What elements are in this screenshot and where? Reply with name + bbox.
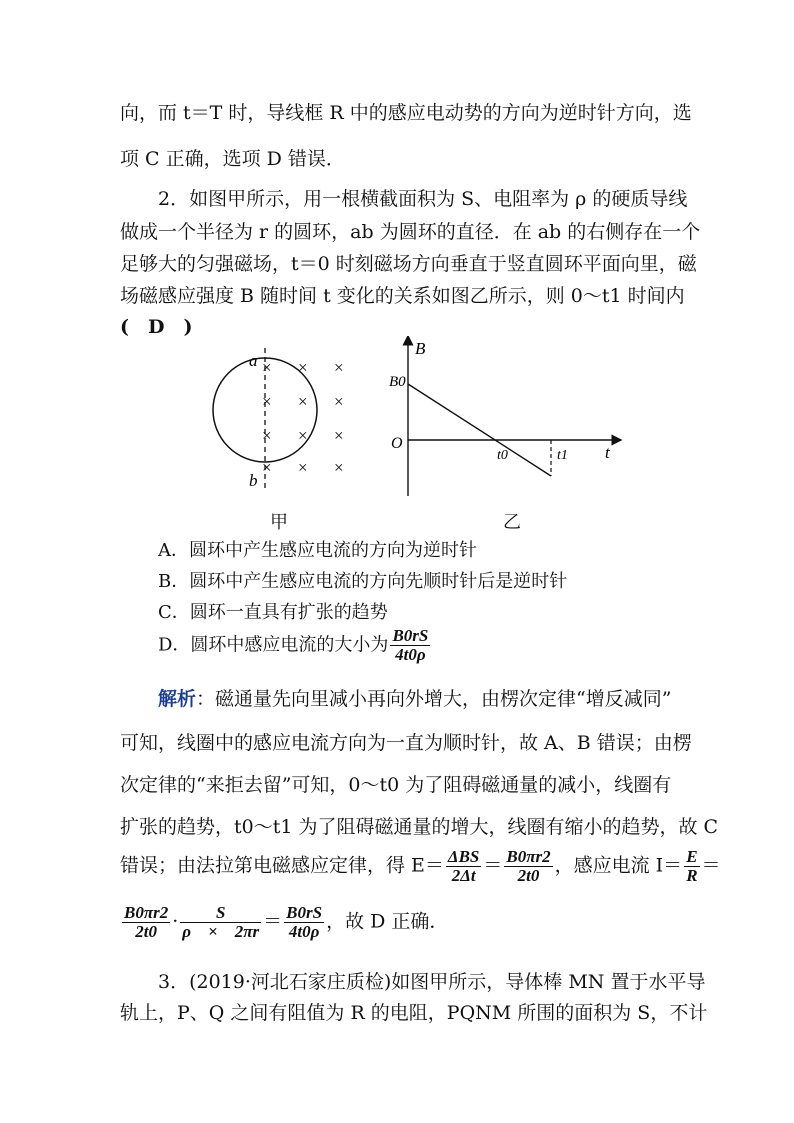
analysis-line-3: 次定律的“来拒去留”可知，0～t0 为了阻碍磁通量的减小，线圈有 <box>120 774 672 796</box>
frac-result: $\frac{B0rS}{4t0\rho}$ <box>286 903 323 941</box>
magnetic-field-crosses <box>262 358 344 477</box>
figure-jia-caption: 甲 <box>270 512 288 533</box>
q2-stem-line-1: 2．如图甲所示，用一根横截面积为 S、电阻率为 ρ 的硬质导线 <box>158 188 688 210</box>
label-t0: t0 <box>497 448 508 463</box>
svg-text:×: × <box>298 426 308 445</box>
label-a: a <box>249 351 258 370</box>
prev-solution-line-2: 项 C 正确，选项 D 错误． <box>120 148 345 170</box>
figure-yi-caption: 乙 <box>503 512 521 533</box>
svg-text:×: × <box>262 426 272 445</box>
q3-stem-line-2: 轨上，P、Q 之间有阻值为 R 的电阻，PQNM 所围的面积为 S，不计 <box>120 1002 708 1024</box>
option-c: C．圆环一直具有扩张的趋势 <box>158 602 388 623</box>
analysis-line-5: 错误；由法拉第电磁感应定律，得 E＝ $\frac{\text{ΔBS}}{2\Delta t}$ ＝ $\frac{B0\pi r2}{2t0}$ ，感应电流 I＝ $\frac{E}{R}$ ＝ <box>120 847 721 885</box>
q3-stem-line-1: 3．(2019·河北石家庄质检)如图甲所示，导体棒 MN 置于水平导 <box>158 971 706 993</box>
option-d-fraction: $\frac{B0rS}{4t0\rho}$ <box>392 626 429 664</box>
analysis-line-1 <box>158 684 671 711</box>
b-t-graph-line <box>408 384 551 476</box>
svg-text:×: × <box>262 392 272 411</box>
svg-text:×: × <box>262 458 272 477</box>
label-t1: t1 <box>557 448 568 463</box>
option-d <box>158 627 432 664</box>
q2-answer: ( D ) <box>120 316 193 338</box>
frac-emf: $\frac{B0\pi r2}{2t0}$ <box>124 903 169 941</box>
svg-text:×: × <box>334 458 344 477</box>
label-B0: B0 <box>389 374 406 390</box>
analysis-text-1: ：磁通量先向里减小再向外增大，由楞次定律“增反减同” <box>196 688 672 710</box>
frac-b0-pi-r2: $\frac{B0\pi r2}{2t0}$ <box>506 847 551 885</box>
label-O: O <box>391 435 403 452</box>
q2-stem-line-2: 做成一个半径为 r 的圆环，ab 为圆环的直径．在 ab 的右侧存在一个 <box>120 221 701 243</box>
frac-resistance: $\frac{S}{\rho \times 2\pi r}$ <box>182 903 260 941</box>
axis-label-B: B <box>415 339 426 358</box>
q2-stem-line-4: 场磁感应强度 B 随时间 t 变化的关系如图乙所示，则 0～t1 时间内 <box>120 285 685 307</box>
svg-text:×: × <box>298 392 308 411</box>
q2-stem-line-3: 足够大的匀强磁场，t＝0 时刻磁场方向垂直于竖直圆环平面向里，磁 <box>120 253 697 275</box>
label-b: b <box>249 471 258 490</box>
axis-label-t: t <box>605 443 610 462</box>
svg-text:×: × <box>334 426 344 445</box>
svg-text:×: × <box>298 358 308 377</box>
option-b: B．圆环中产生感应电流的方向先顺时针后是逆时针 <box>158 571 568 592</box>
figure-jia <box>205 340 365 500</box>
analysis-line-4: 扩张的趋势，t0～t1 为了阻碍磁通量的增大，线圈有缩小的趋势，故 C <box>120 816 719 838</box>
frac-e-over-r: $\frac{E}{R}$ <box>686 847 698 885</box>
analysis-line-2: 可知，线圈中的感应电流方向为一直为顺时针，故 A、B 错误；由楞 <box>120 732 692 754</box>
svg-text:×: × <box>334 358 344 377</box>
svg-text:×: × <box>262 358 272 377</box>
figure-yi <box>385 336 625 502</box>
analysis-line-6: $\frac{B0\pi r2}{2t0}$ · $\frac{S}{\rho \times 2\pi r}$ ＝ $\frac{B0rS}{4t0\rho}$ ，故 D 正确． <box>124 903 449 941</box>
analysis-label: 解析 <box>158 688 197 710</box>
frac-delta-bs: $\frac{\text{ΔBS}}{2\Delta t}$ <box>447 847 480 885</box>
option-a: A．圆环中产生感应电流的方向为逆时针 <box>158 540 477 561</box>
svg-text:×: × <box>298 458 308 477</box>
svg-text:×: × <box>334 392 344 411</box>
option-d-prefix: D．圆环中感应电流的大小为 <box>158 634 389 656</box>
prev-solution-line-1: 向，而 t＝T 时，导线框 R 中的感应电动势的方向为逆时针方向，选 <box>120 102 692 124</box>
